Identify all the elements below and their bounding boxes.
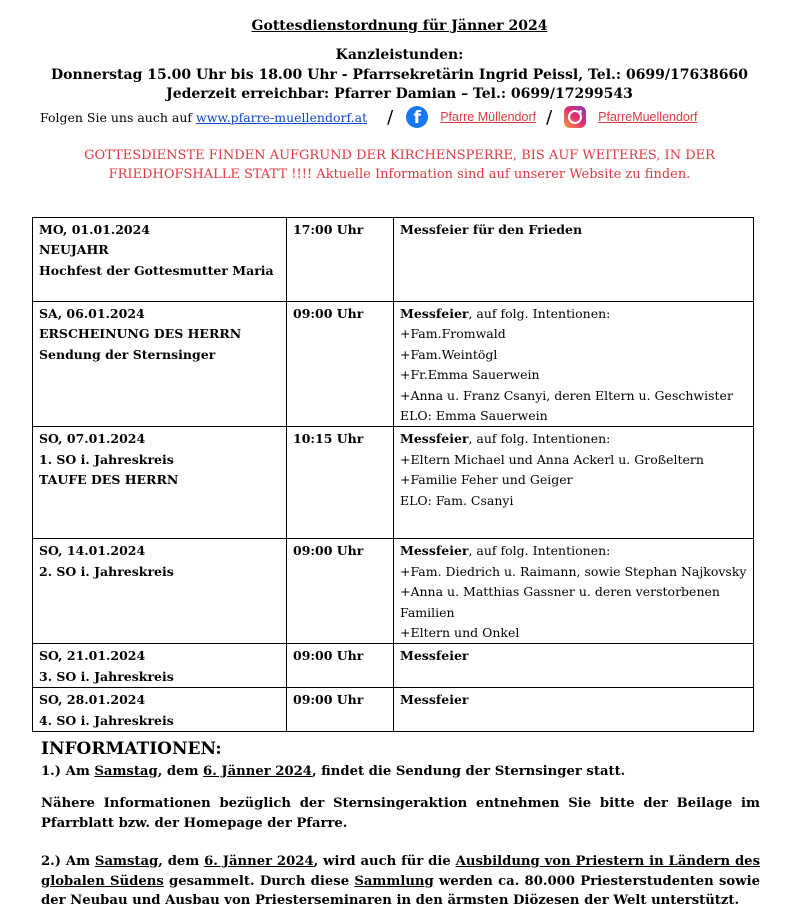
intention: +Fr.Emma Sauerwein <box>400 367 540 383</box>
info-paragraph-1 <box>41 762 760 782</box>
info-paragraph-2: Nähere Informationen bezüglich der Sternsingeraktion entnehmen Sie bitte der Beilage im Pfarrblatt bzw. der Homepage der Pfarre. <box>41 796 760 831</box>
text-run: Ausbildung von Priestern in Ländern des globalen Südens <box>41 854 760 889</box>
table-row <box>33 218 754 302</box>
mass-title: Messfeier <box>400 306 469 321</box>
mass-cell <box>394 688 754 732</box>
date-line: 2. SO i. Jahreskreis <box>39 563 174 579</box>
text-run: Samstag <box>94 764 158 779</box>
date-line: SO, 21.01.2024 <box>39 648 146 664</box>
text-run: Sammlung <box>354 873 434 889</box>
date-line: 4. SO i. Jahreskreis <box>39 712 174 728</box>
table-row <box>33 688 754 732</box>
text-run: 6. Jänner 2024 <box>204 854 314 869</box>
mass-suffix: , auf folg. Intentionen: <box>468 431 611 447</box>
page-title <box>0 18 799 34</box>
office-hours <box>0 46 799 105</box>
separator: / <box>546 106 553 128</box>
text-run: 6. Jänner 2024 <box>203 764 312 779</box>
table-row <box>33 302 754 427</box>
office-line-1: Donnerstag 15.00 Uhr bis 18.00 Uhr - Pfarrsekretärin Ingrid Peissl, Tel.: 0699/17638660 <box>51 66 748 83</box>
time-cell: 09:00 Uhr <box>287 688 394 732</box>
text-run: , dem <box>157 764 204 779</box>
notice-line-1: GOTTESDIENSTE FINDEN AUFGRUND DER KIRCHENSPERRE, BIS AUF WEITERES, IN DER <box>84 148 715 163</box>
text-run: , dem <box>158 854 205 869</box>
date-line: SO, 07.01.2024 <box>39 431 146 447</box>
mass-cell <box>394 644 754 688</box>
date-line: SO, 28.01.2024 <box>39 692 146 708</box>
text-run: 2.) Am <box>41 854 95 869</box>
intention: ELO: Emma Sauerwein <box>400 408 548 424</box>
mass-title: Messfeier <box>400 543 469 559</box>
mass-cell <box>394 302 754 427</box>
info-heading: INFORMATIONEN: <box>41 739 222 759</box>
text-run: Samstag <box>94 854 159 869</box>
mass-title: Messfeier für den Frieden <box>400 222 583 237</box>
intention: +Fam. Diedrich u. Raimann, sowie Stephan Najkovsky <box>400 563 747 579</box>
mass-suffix: , auf folg. Intentionen: <box>468 306 611 321</box>
instagram-link[interactable]: PfarreMuellendorf <box>598 110 698 124</box>
intention: +Fam.Weintögl <box>400 346 498 362</box>
facebook-icon[interactable]: f <box>406 106 428 128</box>
date-cell <box>33 644 287 688</box>
schedule-table <box>32 217 754 732</box>
time-cell: 09:00 Uhr <box>287 302 394 427</box>
separator: / <box>387 106 394 128</box>
date-line: MO, 01.01.2024 <box>39 222 150 237</box>
time-cell: 10:15 Uhr <box>287 427 394 539</box>
follow-row <box>40 106 698 128</box>
date-cell <box>33 427 287 539</box>
date-line: Sendung der Sternsinger <box>39 346 216 362</box>
text-run: werden ca. 80.000 Priesterstudenten sowie der Neubau und Ausbau von Priesterseminaren in den ärmsten Diözesen der Welt unterstützt. <box>41 873 760 908</box>
time-cell: 17:00 Uhr <box>287 218 394 302</box>
table-row <box>33 644 754 688</box>
text-run: 1.) Am <box>41 764 95 779</box>
mass-suffix: , auf folg. Intentionen: <box>468 543 611 559</box>
intention: +Fam.Fromwald <box>400 326 506 342</box>
office-heading: Kanzleistunden: <box>335 47 464 63</box>
mass-cell <box>394 427 754 539</box>
date-line: 1. SO i. Jahreskreis <box>39 451 174 467</box>
instagram-icon[interactable] <box>564 106 586 128</box>
date-cell <box>33 218 287 302</box>
facebook-link[interactable]: Pfarre Müllendorf <box>440 110 537 124</box>
time-cell: 09:00 Uhr <box>287 644 394 688</box>
mass-cell <box>394 539 754 644</box>
mass-cell <box>394 218 754 302</box>
date-line: TAUFE DES HERRN <box>39 472 179 488</box>
notice-line-2: FRIEDHOFSHALLE STATT !!!! Aktuelle Information sind auf unserer Website zu finden. <box>108 167 691 182</box>
mass-title: Messfeier <box>400 648 469 664</box>
intention: +Anna u. Matthias Gassner u. deren verstorbenen <box>400 584 720 600</box>
date-cell <box>33 302 287 427</box>
date-line: 3. SO i. Jahreskreis <box>39 668 174 684</box>
date-line: Hochfest der Gottesmutter Maria <box>39 262 274 278</box>
intention: +Eltern Michael und Anna Ackerl u. Großeltern <box>400 451 704 467</box>
date-line: SA, 06.01.2024 <box>39 306 145 321</box>
website-link[interactable]: www.pfarre-muellendorf.at <box>196 109 368 125</box>
text-run: , wird auch für die <box>313 854 456 869</box>
mass-title: Messfeier <box>400 431 469 447</box>
church-closure-notice <box>0 146 799 184</box>
date-cell <box>33 688 287 732</box>
mass-title: Messfeier <box>400 692 469 708</box>
follow-text: Folgen Sie uns auch auf <box>40 109 193 125</box>
intention: ELO: Fam. Csanyi <box>400 492 514 508</box>
intention: Familien <box>400 604 455 620</box>
time-cell: 09:00 Uhr <box>287 539 394 644</box>
table-row <box>33 539 754 644</box>
intention: +Anna u. Franz Csanyi, deren Eltern u. Geschwister <box>400 387 733 403</box>
text-run: gesammelt. Durch diese <box>163 873 355 889</box>
table-row <box>33 427 754 539</box>
text-run: , findet die Sendung der Sternsinger statt. <box>311 764 626 779</box>
date-line: ERSCHEINUNG DES HERRN <box>39 326 242 342</box>
page-title-text: Gottesdienstordnung für Jänner 2024 <box>251 18 548 34</box>
date-line: SO, 14.01.2024 <box>39 543 146 559</box>
intention: +Familie Feher und Geiger <box>400 472 573 488</box>
date-cell <box>33 539 287 644</box>
info-paragraph-3 <box>41 852 760 911</box>
office-line-2: Jederzeit erreichbar: Pfarrer Damian – Tel.: 0699/17299543 <box>166 86 633 102</box>
date-line: NEUJAHR <box>39 242 109 258</box>
intention: +Eltern und Onkel <box>400 625 520 641</box>
